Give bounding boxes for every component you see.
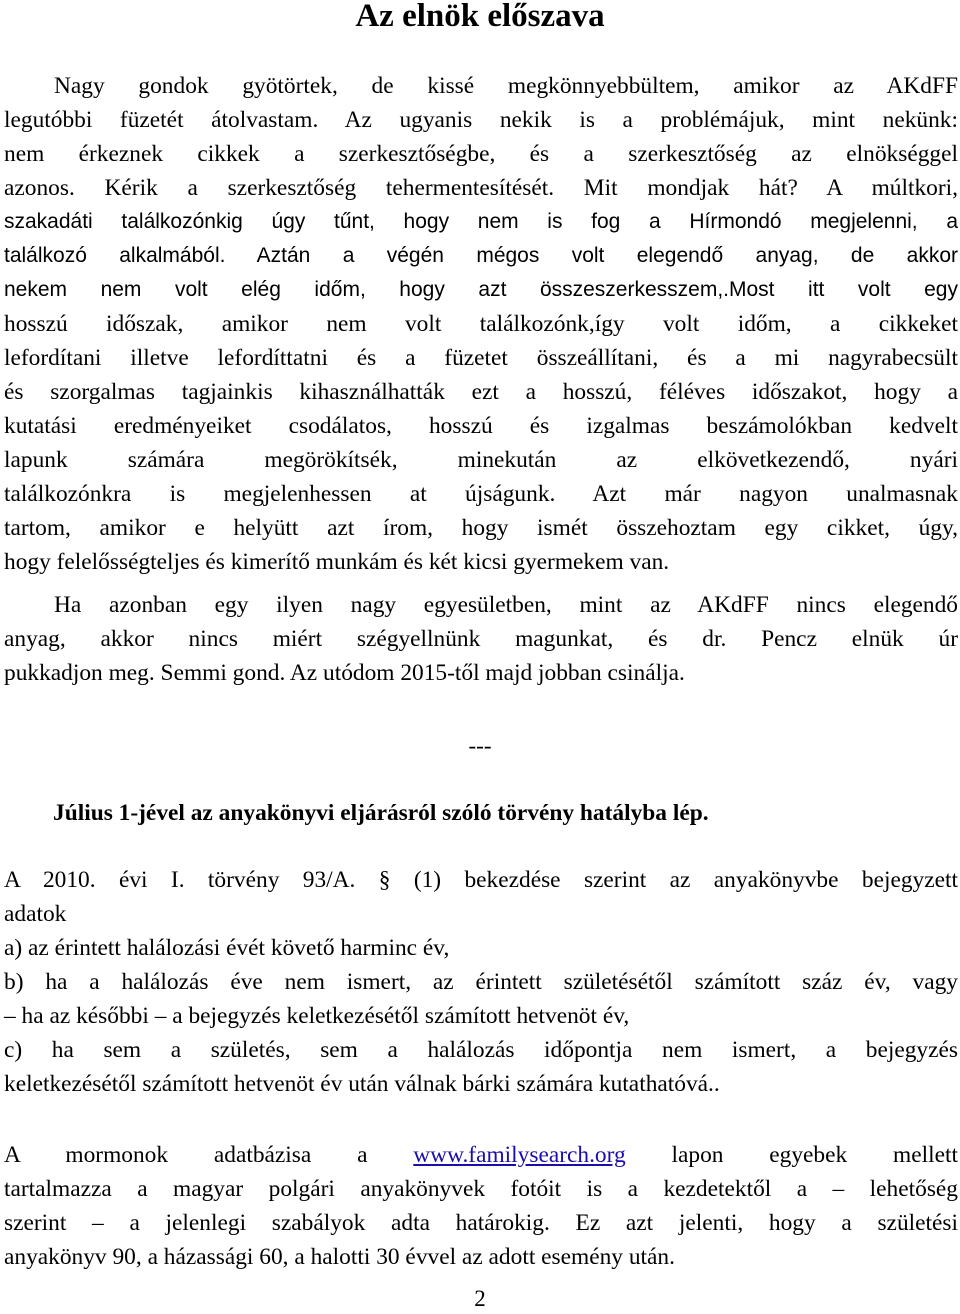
text-line: nekem nem volt elég időm, hogy azt összeszerkesszem,.Most itt volt egy — [4, 278, 958, 301]
text-line: lefordítani illetve lefordíttatni és a füzetet összeállítani, és a mi nagyrabecsült — [4, 345, 958, 371]
text-line: találkozónkra is megjelenhessen at újságunk. Azt már nagyon unalmasnak — [4, 481, 958, 507]
text-line: találkozó alkalmából. Aztán a végén mégos volt elegendő anyag, de akkor — [4, 244, 958, 267]
text-line: tartom, amikor e helyütt azt írom, hogy ismét összehoztam egy cikket, úgy, — [4, 515, 958, 541]
text-line: b) ha a halálozás éve nem ismert, az érintett születésétől számított száz év, vagy — [4, 969, 958, 995]
text-line: nem érkeznek cikkek a szerkesztőségbe, és a szerkesztőség az elnökséggel — [4, 141, 958, 167]
text-line: tartalmazza a magyar polgári anyakönyvek fotóit is a kezdetektől a – lehetőség — [4, 1176, 958, 1202]
text-line: azonos. Kérik a szerkesztőség tehermentesítését. Mit mondjak hát? A múltkori, — [4, 175, 958, 201]
law-heading: Július 1-jével az anyakönyvi eljárásról szóló törvény hatályba lép. — [53, 800, 709, 826]
text-line: keletkezésétől számított hetvenöt év után válnak bárki számára kutathatóvá.. — [4, 1071, 720, 1097]
text-line: lapunk számára megörökítsék, minekután az elkövetkezendő, nyári — [4, 447, 958, 473]
text-line: és szorgalmas tagjainkis kihasználhatták ezt a hosszú, féléves időszakot, hogy a — [4, 379, 958, 405]
text-line: anyakönyv 90, a házassági 60, a halotti 30 évvel az adott esemény után. — [4, 1244, 675, 1270]
text-line: c) ha sem a születés, sem a halálozás időpontja nem ismert, a bejegyzés — [4, 1037, 958, 1063]
law-paragraph — [4, 863, 958, 1101]
text-line: anyag, akkor nincs miért szégyellnünk magunkat, és dr. Pencz elnük úr — [4, 626, 958, 652]
familysearch-link[interactable]: www.familysearch.org — [413, 1142, 626, 1168]
page-title: Az elnök előszava — [355, 0, 605, 34]
section-separator: --- — [468, 733, 492, 758]
text-segment: A mormonok adatbázisa a — [4, 1142, 368, 1168]
text-line: Ha azonban egy ilyen nagy egyesületben, mint az AKdFF nincs elegendő — [54, 592, 958, 618]
text-line: szakadáti találkozónkig úgy tűnt, hogy nem is fog a Hírmondó megjelenni, a — [4, 210, 958, 233]
text-line: pukkadjon meg. Semmi gond. Az utódom 2015-től majd jobban csinálja. — [4, 660, 685, 686]
text-line: kutatási eredményeiket csodálatos, hosszú és izgalmas beszámolókban kedvelt — [4, 413, 958, 439]
text-line: hogy felelősségteljes és kimerítő munkám és két kicsi gyermekem van. — [4, 549, 670, 575]
second-paragraph — [4, 588, 958, 690]
page-number: 2 — [474, 1286, 486, 1311]
text-line: A 2010. évi I. törvény 93/A. § (1) bekezdése szerint az anyakönyvbe bejegyzett — [4, 867, 958, 893]
text-line: adatok — [4, 901, 67, 927]
familysearch-paragraph — [4, 1138, 958, 1274]
text-line: – ha az későbbi – a bejegyzés keletkezésétől számított hetvenöt év, — [4, 1003, 630, 1029]
text-segment: lapon egyebek mellett — [671, 1142, 958, 1168]
text-line: Nagy gondok gyötörtek, de kissé megkönnyebbültem, amikor az AKdFF — [54, 73, 958, 99]
text-line: hosszú időszak, amikor nem volt találkozónk,így volt időm, a cikkeket — [4, 311, 958, 337]
text-line: legutóbbi füzetét átolvastam. Az ugyanis nekik is a problémájuk, mint nekünk: — [4, 107, 958, 133]
text-line: a) az érintett halálozási évét követő harminc év, — [4, 935, 450, 961]
text-line — [4, 1138, 958, 1172]
preface-paragraph — [4, 69, 958, 579]
text-line: szerint – a jelenlegi szabályok adta határokig. Ez azt jelenti, hogy a születési — [4, 1210, 958, 1236]
